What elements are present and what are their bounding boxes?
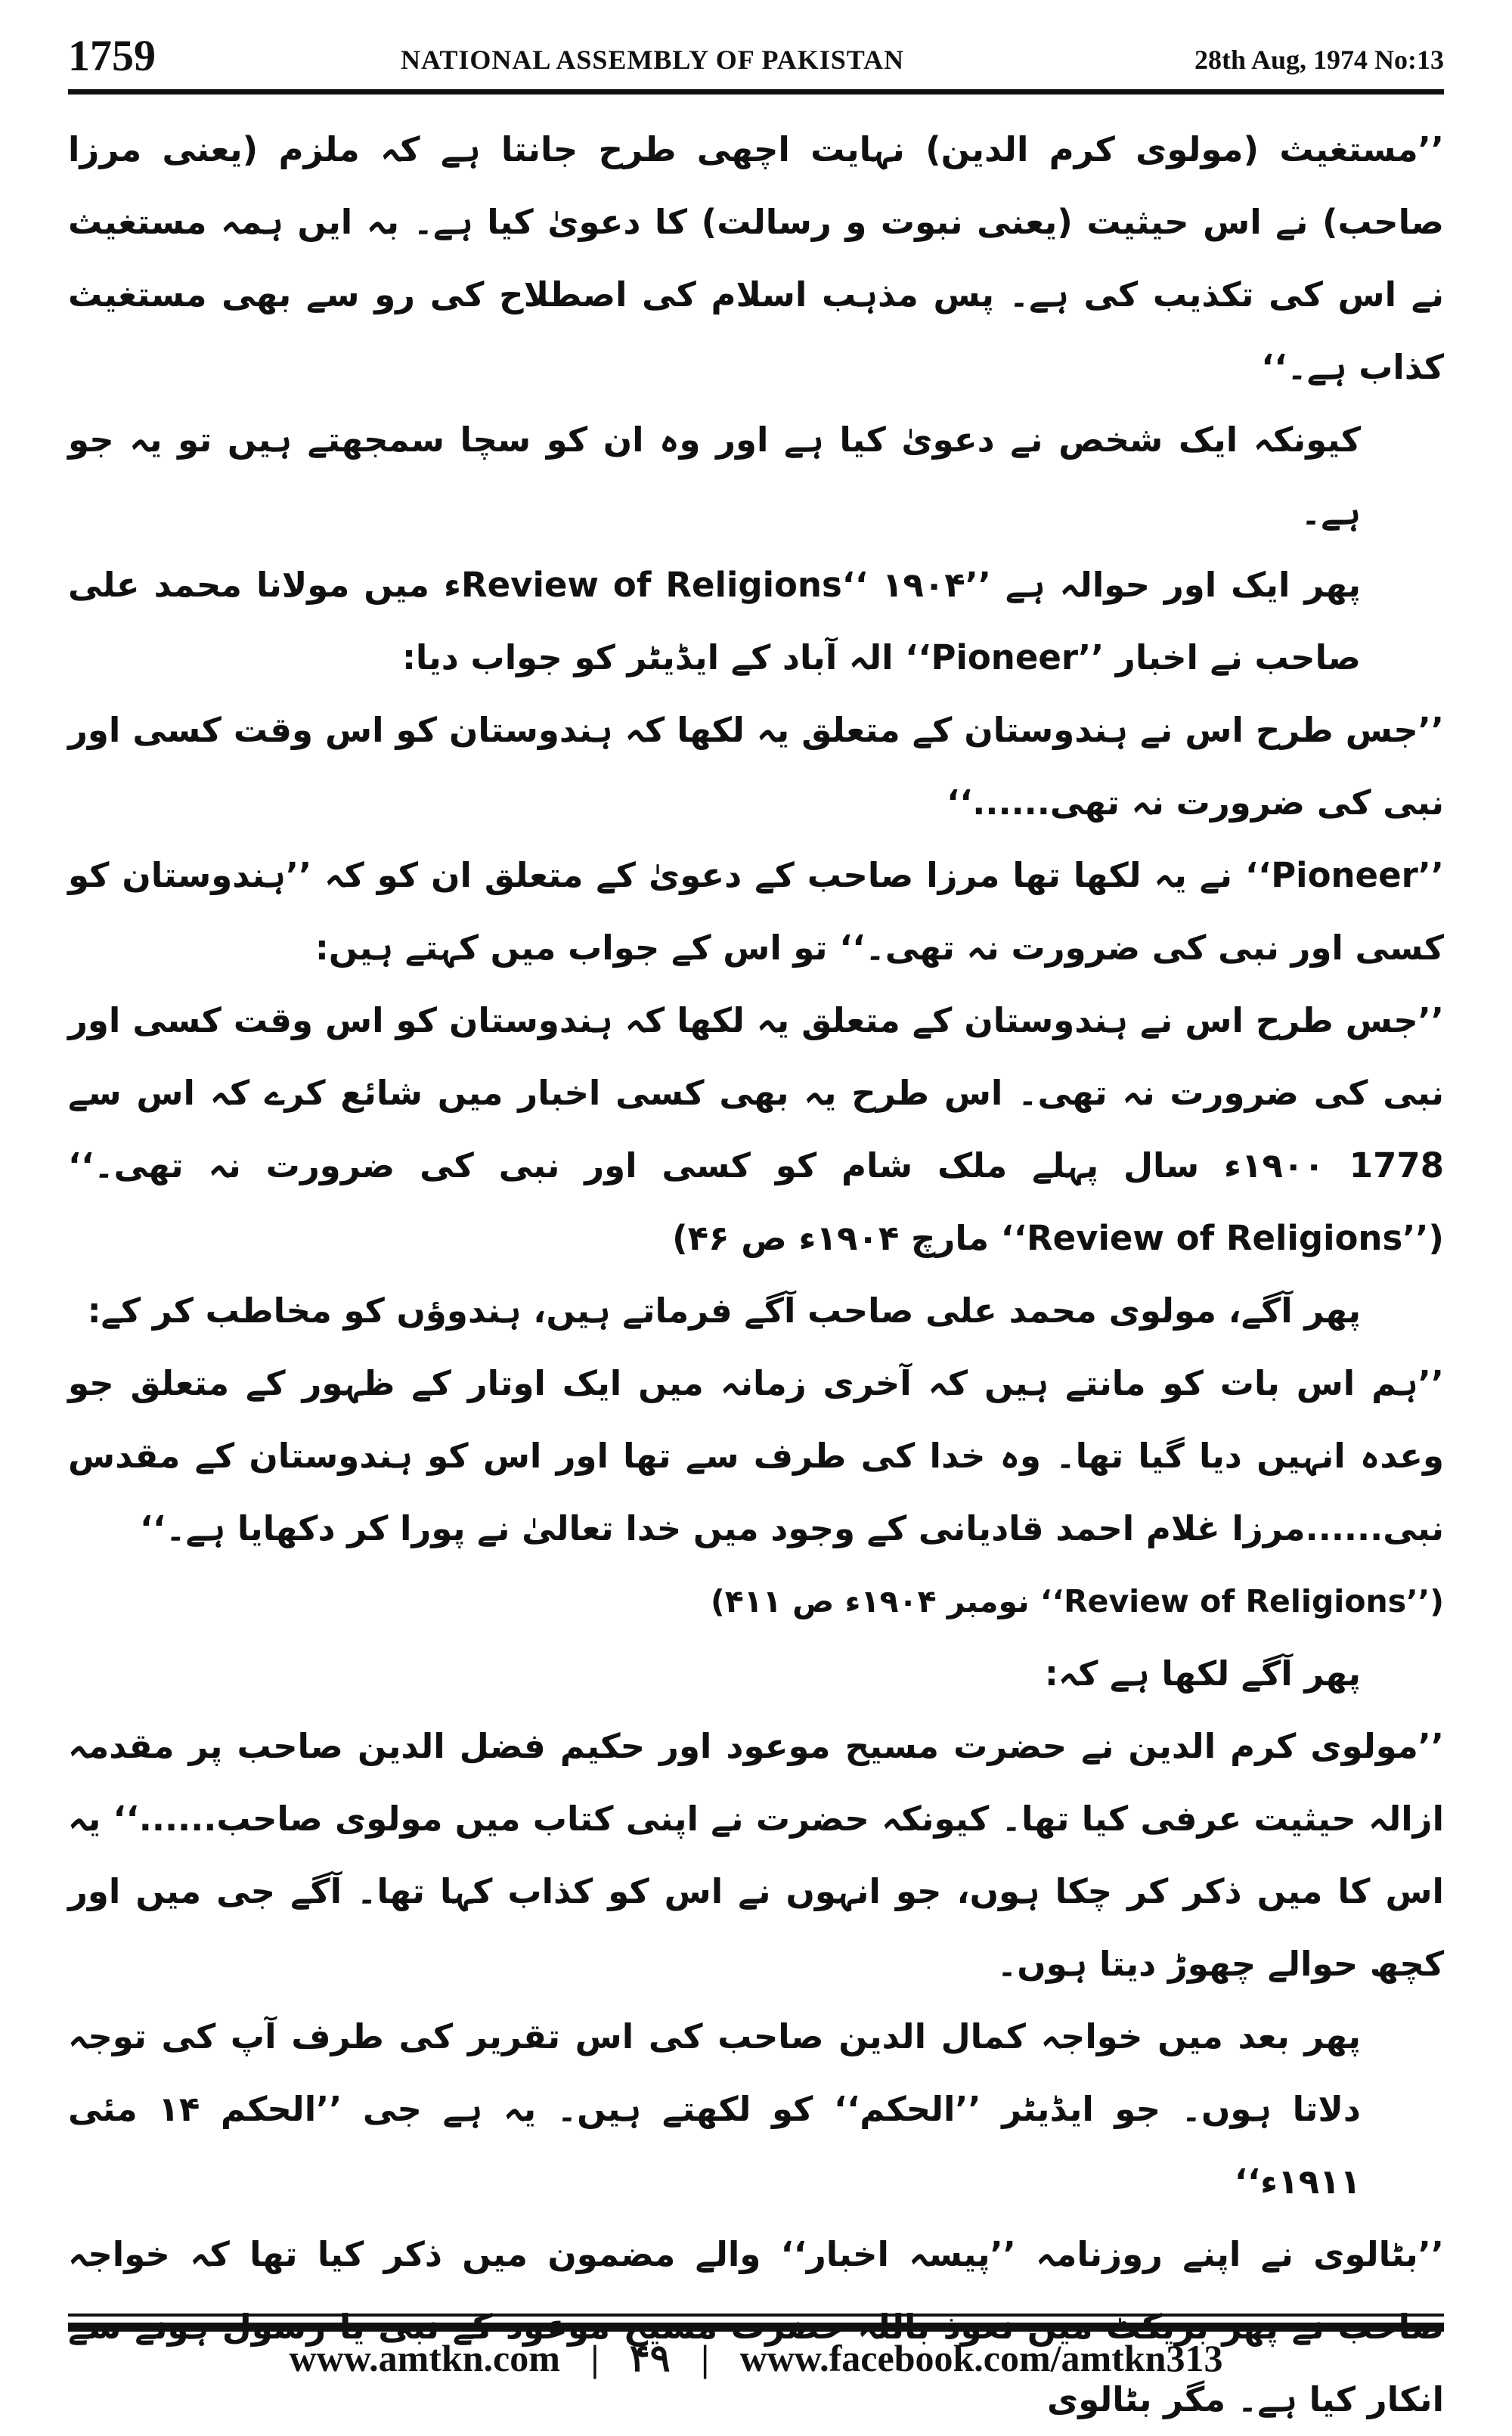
- quote-paragraph: ’’بٹالوی نے اپنے روزنامہ ’’پیسہ اخبار‘‘ والے مضمون میں ذکر کیا تھا کہ خواجہ صاحب نے پھر بریکٹ میں نعوذ باللہ حضرت مسیح موعود کے نبی یا رسول ہونے سے انکار کیا ہے۔ مگر بٹالوی: [68, 2234, 1444, 2419]
- session-date-number: 28th Aug, 1974 No:13: [1194, 45, 1444, 75]
- body-paragraph: پھر آگے لکھا ہے کہ:: [1044, 1653, 1361, 1694]
- body-paragraph: پھر بعد میں خواجہ کمال الدین صاحب کی اس تقریر کی طرف آپ کی توجہ دلاتا ہوں۔ جو ایڈیٹر ’’الحکم‘‘ کو لکھتے ہیں۔ یہ ہے جی ’’الحکم ۱۴ مئی ۱۹۱۱ء‘‘: [68, 2016, 1361, 2202]
- page-footer: [68, 2336, 1444, 2389]
- facebook-link[interactable]: www.facebook.com/amtkn313: [739, 2337, 1223, 2379]
- page-header: [68, 30, 1444, 98]
- footer-rule-thick: [68, 2323, 1444, 2332]
- body-paragraph: پھر آگے، مولوی محمد علی صاحب آگے فرماتے ہیں، ہندوؤں کو مخاطب کر کے:: [87, 1291, 1361, 1331]
- body-paragraph: کیونکہ ایک شخص نے دعویٰ کیا ہے اور وہ ان کو سچا سمجھتے ہیں تو یہ جو ہے۔: [68, 420, 1361, 532]
- citation: (’’Review of Religions‘‘ نومبر ۱۹۰۴ء ص ۴۱۱): [711, 1583, 1444, 1619]
- quote-paragraph: ’’جس طرح اس نے ہندوستان کے متعلق یہ لکھا کہ ہندوستان کو اس وقت کسی اور نبی کی ضرورت نہ تھی۔ اس طرح یہ بھی کسی اخبار میں شائع کرے کہ اس سے 1778 ۱۹۰۰ء سال پہلے ملک شام کو کسی اور نبی کی ضرورت نہ تھی۔‘‘ (’’Review of Religions‘‘ مارچ ۱۹۰۴ء ص ۴۶): [68, 1000, 1445, 1258]
- body-paragraph: پھر ایک اور حوالہ ہے ’’Review of Religions‘‘ ۱۹۰۴ء میں مولانا محمد علی صاحب نے اخبار ’’Pioneer‘‘ الہ آباد کے ایڈیٹر کو جواب دیا:: [68, 565, 1361, 677]
- header-rule: [68, 89, 1444, 95]
- quote-paragraph: ’’جس طرح اس نے ہندوستان کے متعلق یہ لکھا کہ ہندوستان کو اس وقت کسی اور نبی کی ضرورت نہ تھی......‘‘: [68, 710, 1444, 823]
- footer-separator: |: [701, 2337, 710, 2379]
- quote-paragraph: ’’مولوی کرم الدین نے حضرت مسیح موعود اور حکیم فضل الدین صاحب پر مقدمہ ازالہ حیثیت عرفی کیا تھا۔ کیونکہ حضرت نے اپنی کتاب میں مولوی صاحب......‘‘ یہ اس کا میں ذکر کر چکا ہوں، جو انہوں نے اس کو کذاب کہا تھا۔ آگے جی میں اور کچھ حوالے چھوڑ دیتا ہوں۔: [68, 1726, 1444, 1984]
- publication-title: NATIONAL ASSEMBLY OF PAKISTAN: [401, 45, 905, 75]
- website-link[interactable]: www.amtkn.com: [289, 2337, 560, 2379]
- quote-paragraph: ’’مستغیث (مولوی کرم الدین) نہایت اچھی طرح جانتا ہے کہ ملزم (یعنی مرزا صاحب) نے اس حیثیت (یعنی نبوت و رسالت) کا دعویٰ کیا ہے۔ بہ ایں ہمہ مستغیث نے اس کی تکذیب کی ہے۔ پس مذہب اسلام کی اصطلاح کی رو سے بھی مستغیث کذاب ہے۔‘‘: [68, 129, 1444, 387]
- quote-paragraph: ’’ہم اس بات کو مانتے ہیں کہ آخری زمانہ میں ایک اوتار کے ظہور کے متعلق جو وعدہ انہیں دیا گیا تھا۔ وہ خدا کی طرف سے تھا اور اس کو ہندوستان کے مقدس نبی......مرزا غلام احمد قادیانی کے وجود میں خدا تعالیٰ نے پورا کر دکھایا ہے۔‘‘: [68, 1363, 1444, 1548]
- footer-separator: |: [590, 2337, 600, 2379]
- footer-rule-thin: [68, 2314, 1444, 2317]
- footer-page-number: ۴۹: [629, 2337, 671, 2379]
- body-paragraph: ’’Pioneer‘‘ نے یہ لکھا تھا مرزا صاحب کے دعویٰ کے متعلق ان کو کہ ’’ہندوستان کو کسی اور نبی کی ضرورت نہ تھی۔‘‘ تو اس کے جواب میں کہتے ہیں:: [68, 855, 1444, 968]
- page-number: 1759: [68, 31, 156, 80]
